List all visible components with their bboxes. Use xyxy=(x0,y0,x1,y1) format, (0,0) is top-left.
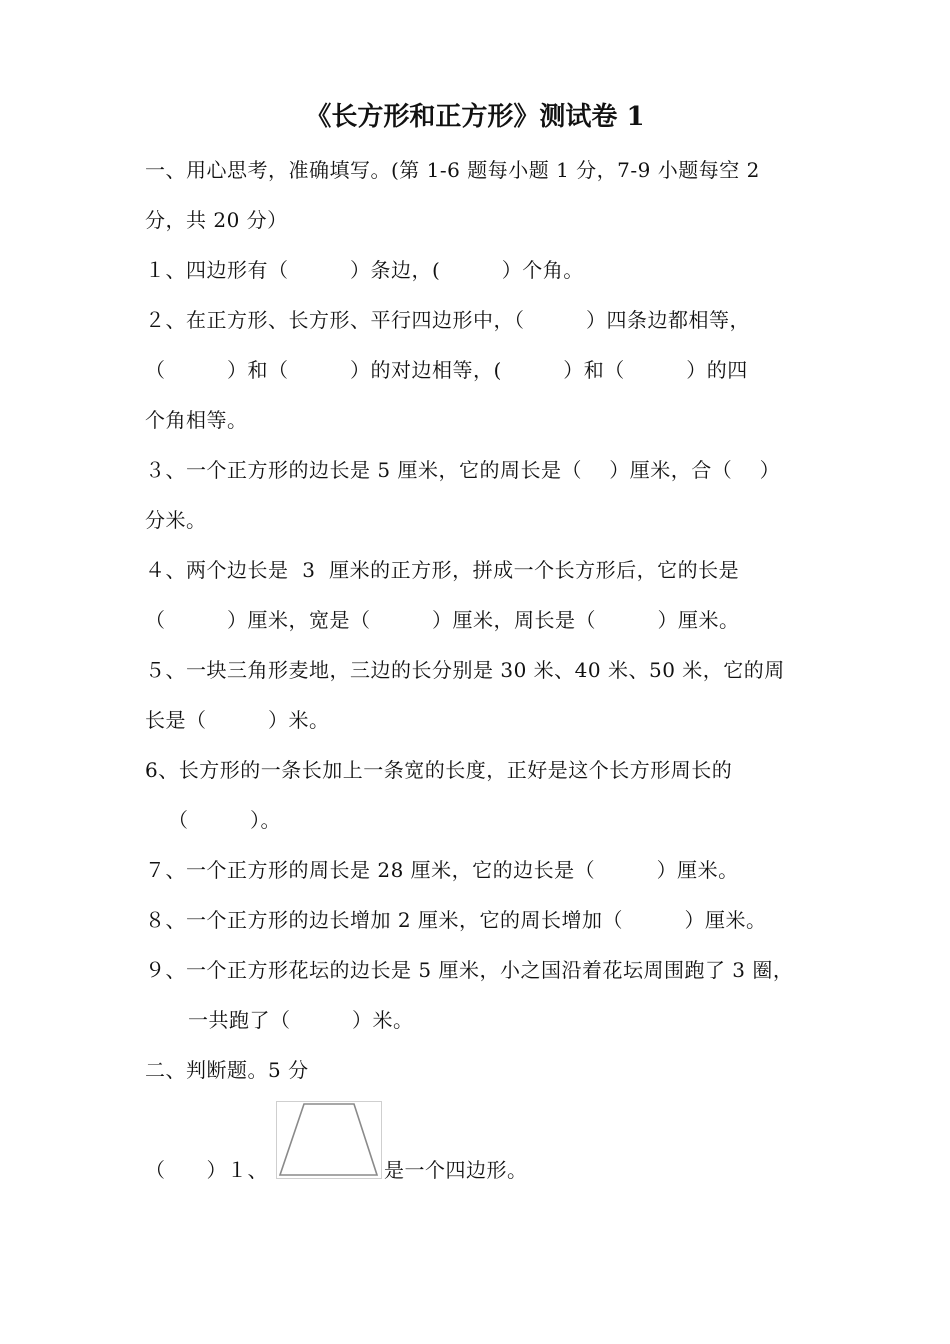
section1-heading-line1: 一、用心思考，准确填写。(第 1-6 题每小题 1 分，7-9 小题每空 2 xyxy=(145,158,760,182)
question-6-line1: 6、长方形的一条长加上一条宽的长度，正好是这个长方形周长的 xyxy=(145,758,733,782)
question-2-line1: ２、在正方形、长方形、平行四边形中，（ ）四条边都相等， xyxy=(145,308,750,332)
page-title: 《长方形和正方形》测试卷 1 xyxy=(305,102,645,132)
question-4-line2: （ ）厘米，宽是（ ）厘米，周长是（ ）厘米。 xyxy=(145,608,740,632)
section2-heading: 二、判断题。5 分 xyxy=(145,1058,309,1082)
question-6-line2: （ ）。 xyxy=(168,808,281,832)
question-1: １、四边形有（ ）条边，( ）个角。 xyxy=(145,258,584,282)
question-7: ７、一个正方形的周长是 28 厘米，它的边长是（ ）厘米。 xyxy=(145,858,739,882)
question-9-line2: 一共跑了（ ）米。 xyxy=(188,1008,414,1032)
judgment-1-suffix: 是一个四边形。 xyxy=(384,1158,528,1182)
question-3-line1: ３、一个正方形的边长是 5 厘米，它的周长是（ ）厘米，合（ ） xyxy=(145,458,781,482)
question-3-line2: 分米。 xyxy=(145,508,207,532)
trapezoid-shape xyxy=(277,1102,381,1178)
question-8: ８、一个正方形的边长增加 2 厘米，它的周长增加（ ）厘米。 xyxy=(145,908,767,932)
question-9-line1: ９、一个正方形花坛的边长是 5 厘米，小之国沿着花坛周围跑了 3 圈， xyxy=(145,958,794,982)
trapezoid-figure xyxy=(276,1101,382,1179)
question-5-line2: 长是（ ）米。 xyxy=(145,708,330,732)
judgment-1-prefix: （ ）１、 xyxy=(145,1158,268,1182)
question-4-line1: ４、两个边长是 3 厘米的正方形，拼成一个长方形后，它的长是 xyxy=(145,558,740,582)
question-2-line3: 个角相等。 xyxy=(145,408,248,432)
question-2-line2: （ ）和（ ）的对边相等，( ）和（ ）的四 xyxy=(145,358,748,382)
question-5-line1: ５、一块三角形麦地，三边的长分别是 30 米、40 米、50 米，它的周 xyxy=(145,658,785,682)
section1-heading-line2: 分，共 20 分） xyxy=(145,208,288,232)
